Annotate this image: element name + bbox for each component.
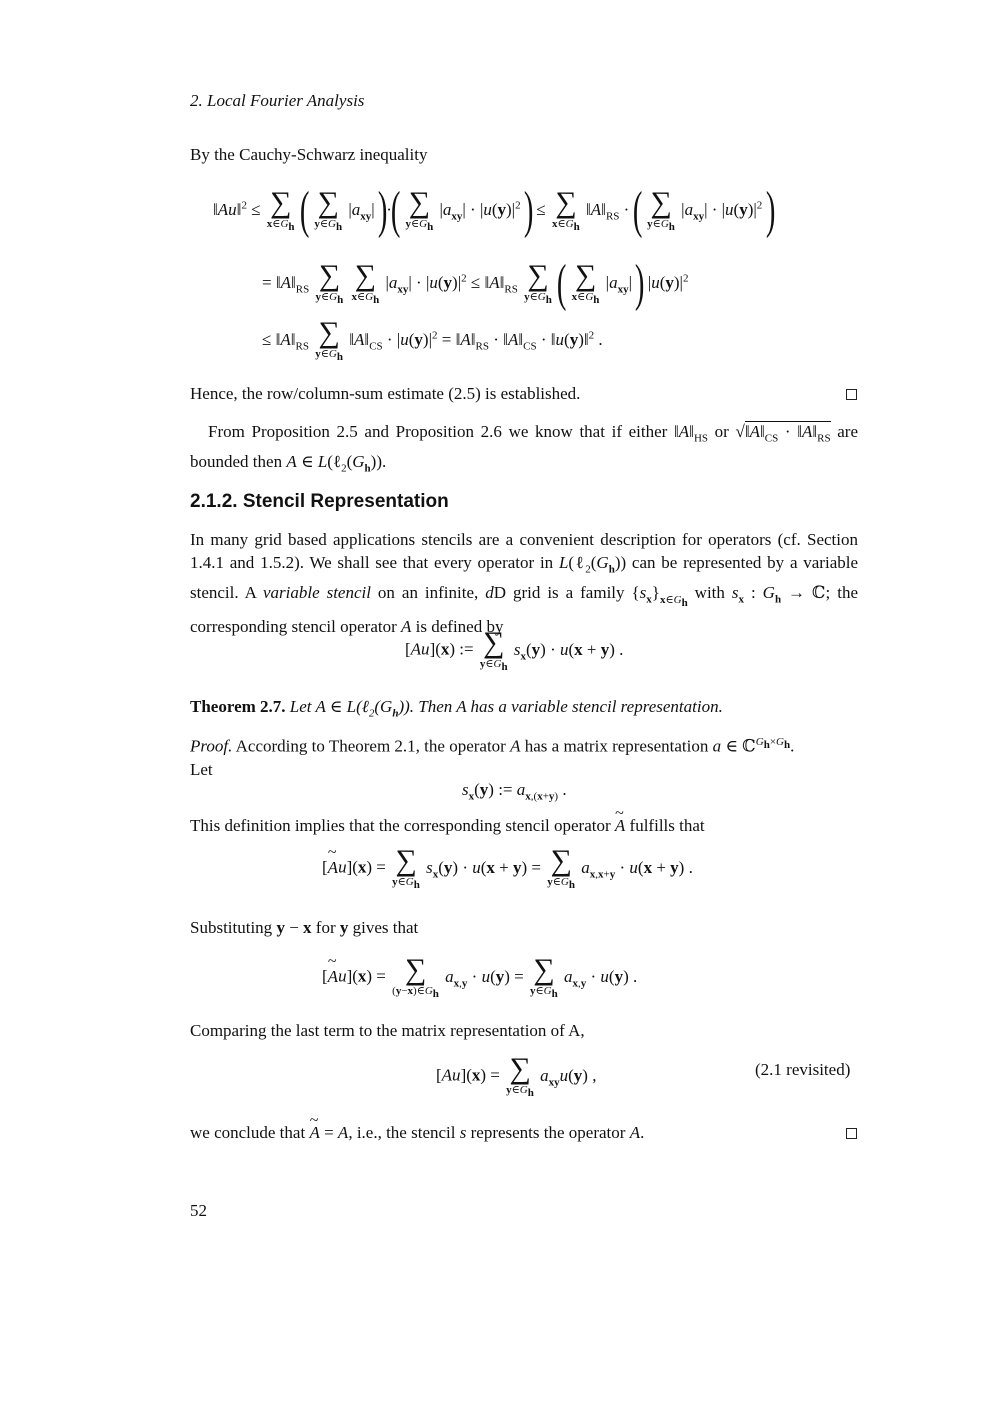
cs-equation-line-1: ‖Au‖$^2$ ≤ ∑ $x\in G_h$ ( ∑ $y\in G_h$ $|a_{xy}|$ )·( ∑ $y\in G_h$ $|a_{xy}| \cdot |u(y)|^2$ ) ≤ ∑ $x\in G_h$ $‖A‖_{RS}$ · ( ∑ $y\in G_h$ $|a_{xy}| \cdot |u(y)|^2$ ) [213, 182, 775, 239]
proposition-paragraph: From Proposition 2.5 and Proposition 2.6 we know that if either $‖A‖_{HS}$ or $√‖A‖_{CS}$ · $‖A‖_{RS}$ are bounded then A ∈ $L(\ell_2(G_h))$. [190, 422, 859, 475]
stencil-paragraph: In many grid based applications stencils are a convenient description for operators (cf. Section 1.4.1 and 1.5.2). We shall see that every operator in $L(\ell_2(G_h))$ can be represented by a variable stencil. A variable stencil on an infinite, dD grid is a family $\{s_x\}_{x\in G_h}$ with $s_x$ : $G_h$ → ℂ; the corresponding stencil operator A is defined by [190, 530, 859, 636]
comparing-paragraph: Comparing the last term to the matrix representation of A, [190, 1021, 585, 1040]
qed-square-proof [846, 1128, 857, 1139]
cs-equation-line-3: ≤ $‖A‖_{RS}$ ∑ $y\in G_h$ $‖A‖_{CS} \cdot |u(y)|^2$ = $‖A‖_{RS}$ · $‖A‖_{CS}$ · ‖u(y)‖$^2$ . [262, 316, 603, 364]
qed-square [846, 389, 857, 400]
cs-intro: By the Cauchy-Schwarz inequality [190, 145, 428, 164]
theorem-2-7: Theorem 2.7. Let A ∈ $L(\ell_2(G_h))$. Then A has a variable stencil representation. [190, 697, 723, 720]
hence-statement: Hence, the row/column-sum estimate (2.5) is established. [190, 384, 581, 403]
tilde-operator-equation: [~ Au](x) = ∑ $y\in G_h$ $s_x(y) \cdot u(x + y)$ = ∑ $y\in G_h$ $a_{x,x+y} \cdot u(x + y)$ . [322, 846, 693, 891]
proof-paragraph: Proof. According to Theorem 2.1, the operator A has a matrix representation a ∈ ℂ$^{G_h\times G_h}$. Let [190, 736, 795, 779]
matrix-representation-equation: [Au](x) = ∑ $y\in G_h$ $a_{xy}u(y)$ , [436, 1052, 597, 1100]
conclusion-paragraph: we conclude that ~ A = A, i.e., the stencil s represents the operator A. [190, 1121, 858, 1144]
section-title: 2.1.2. Stencil Representation [190, 491, 449, 512]
substituting-paragraph: Substituting y − x for y gives that [190, 918, 419, 937]
definition-paragraph: This definition implies that the corresponding stencil operator ~ A fulfills that [190, 814, 858, 837]
running-header: 2. Local Fourier Analysis [190, 91, 365, 110]
page-number: 52 [190, 1201, 207, 1220]
stencil-operator-equation: [Au](x) := ∑ $y\in G_h$ $s_x(y) \cdot u(x + y)$ . [405, 626, 624, 674]
substitution-equation: [~ Au](x) = ∑ $(y-x)\in G_h$ $a_{x,y} \cdot u(y)$ = ∑ $y\in G_h$ $a_{x,y} \cdot u(y)$ . [322, 955, 637, 1000]
cs-equation-line-2: = $‖A‖_{RS}$ ∑ $y\in G_h$ ∑ $x\in G_h$ $|a_{xy}| \cdot |u(y)|^2$ ≤ $‖A‖_{RS}$ ∑ $y\in G_h$ ( ∑ $x\in G_h$ $|a_{xy}|$ ) $|u(y)|^2$ [262, 255, 689, 312]
equation-tag: (2.1 revisited) [755, 1060, 851, 1079]
stencil-definition: $s_x(y)$ := $a_{x,(x+y)}$ . [462, 780, 567, 803]
